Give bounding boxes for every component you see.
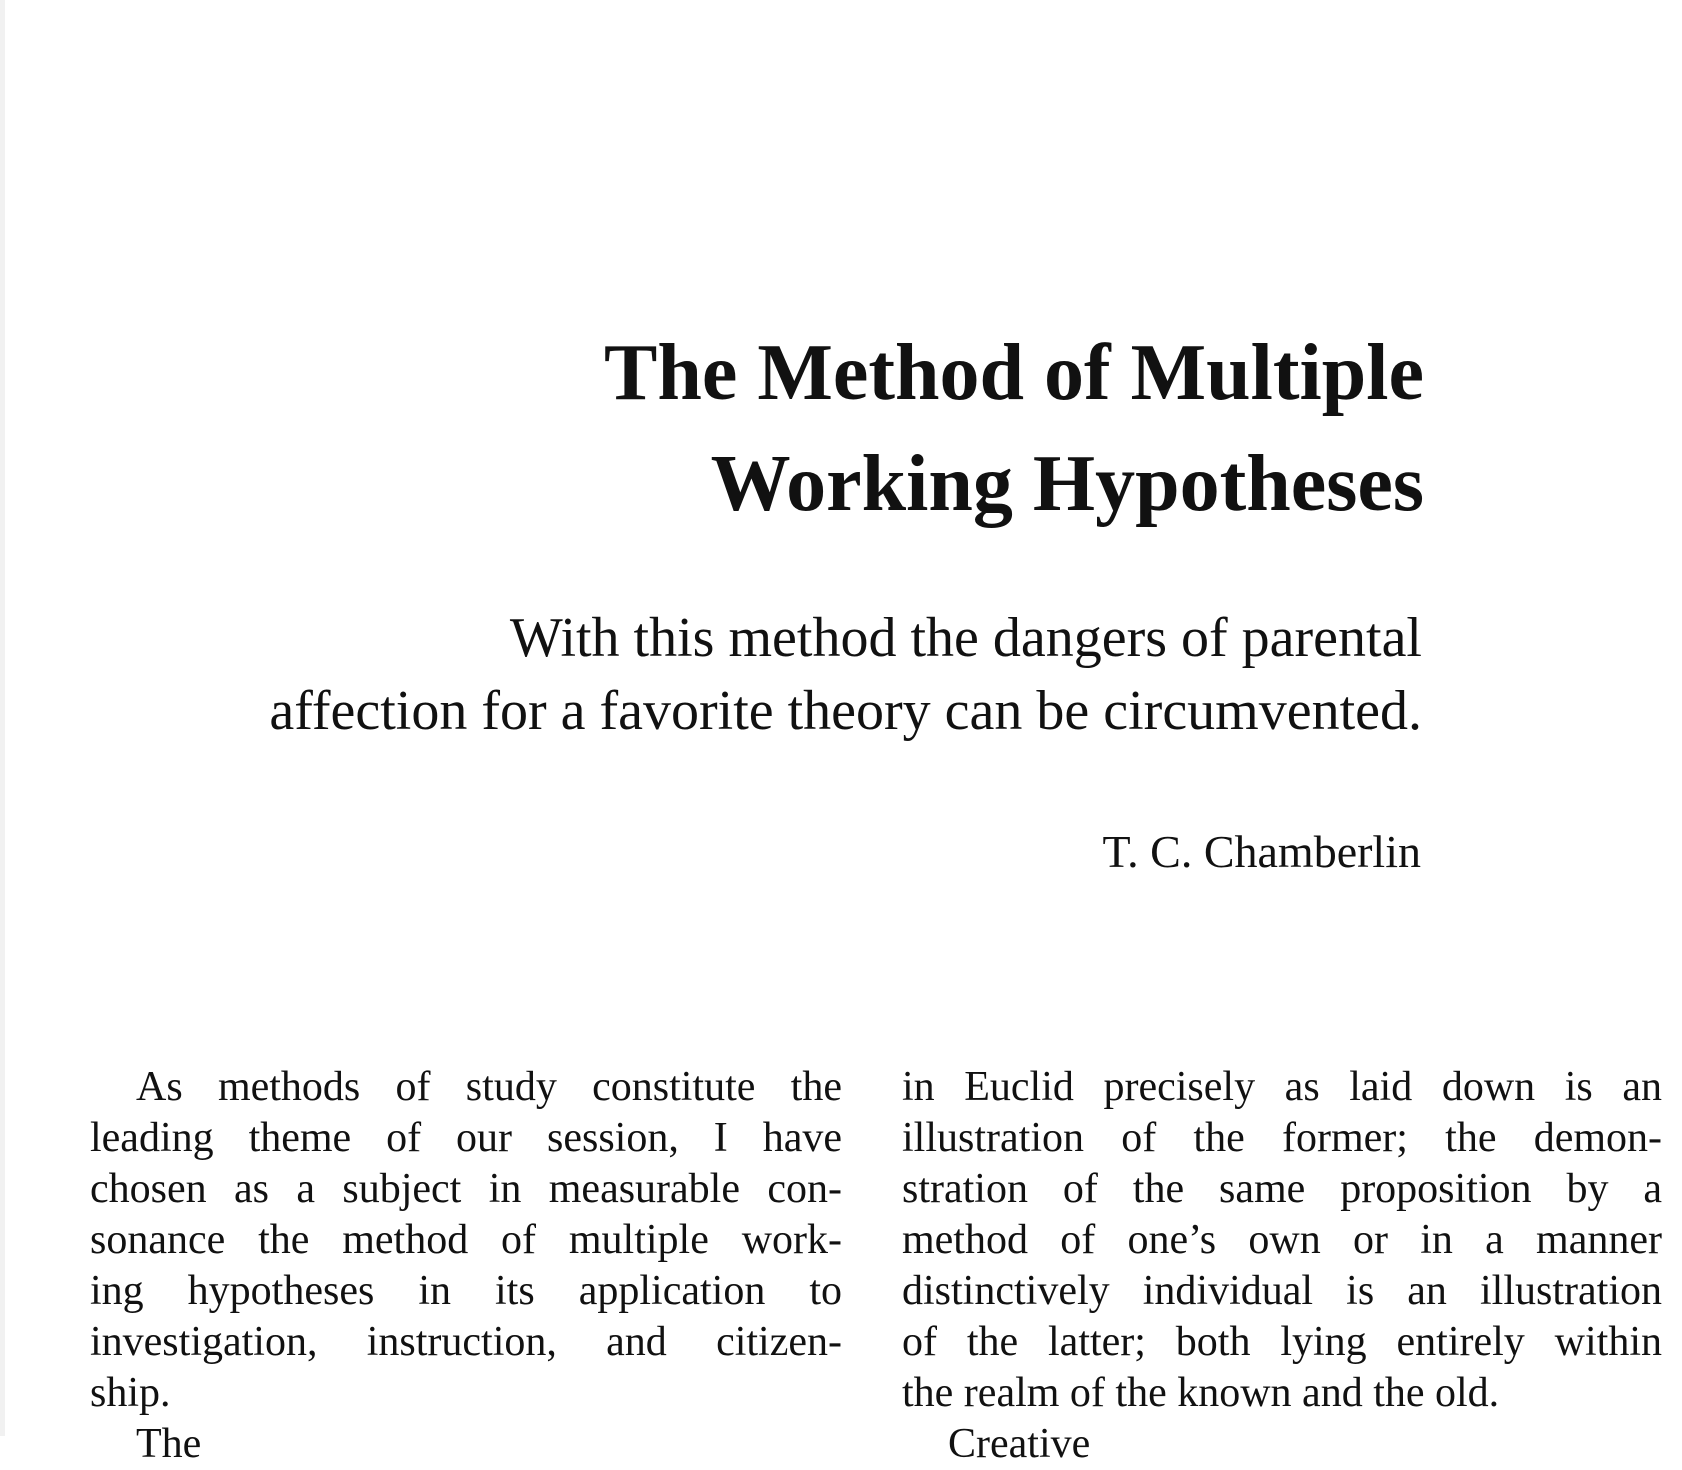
subtitle-line-2: affection for a favorite theory can be circumvented.	[269, 680, 1422, 742]
article-title	[604, 318, 1424, 540]
text-line: of the latter; both lying entirely within	[902, 1319, 1662, 1365]
text-line: Creative	[948, 1421, 1091, 1467]
author-byline: T. C. Chamberlin	[1102, 826, 1421, 877]
text-line: chosen as a subject in measurable con-	[90, 1166, 842, 1212]
text-line: leading theme of our session, I have	[90, 1115, 842, 1161]
text-line: investigation, instruction, and citizen-	[90, 1319, 842, 1365]
text-line: the realm of the known and the old.	[902, 1370, 1500, 1416]
text-line: ing hypotheses in its application to	[90, 1268, 842, 1314]
text-line: ship.	[90, 1370, 171, 1416]
text-line: illustration of the former; the demon-	[902, 1115, 1662, 1161]
text-line: stration of the same proposition by a	[902, 1166, 1662, 1212]
text-line: The	[136, 1421, 202, 1467]
body-column-left	[90, 1062, 842, 1470]
title-line-1: The Method of Multiple	[604, 329, 1424, 417]
article-subtitle	[269, 602, 1422, 748]
subtitle-line-1: With this method the dangers of parental	[509, 607, 1422, 669]
text-line: method of one’s own or in a manner	[902, 1217, 1662, 1263]
text-line: As methods of study constitute the	[136, 1064, 842, 1110]
page-edge	[0, 0, 5, 1436]
body-column-right	[902, 1062, 1662, 1470]
text-line: sonance the method of multiple work-	[90, 1217, 842, 1263]
text-line: in Euclid precisely as laid down is an	[902, 1064, 1662, 1110]
text-line: distinctively individual is an illustration	[902, 1268, 1662, 1314]
title-line-2: Working Hypotheses	[710, 440, 1424, 528]
